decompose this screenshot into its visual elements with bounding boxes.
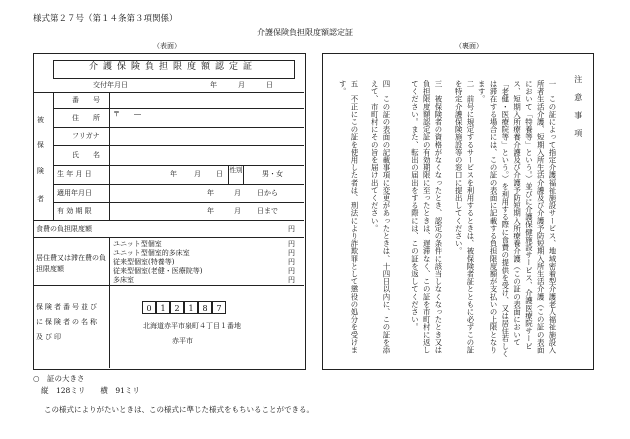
insurer-number-boxes xyxy=(142,301,226,314)
size-value: 縦 128ミリ 横 91ミリ xyxy=(41,386,140,395)
sex-label: 性別 xyxy=(229,166,243,174)
insurer-digit: 1 xyxy=(156,301,170,314)
insured-label-4: 者 xyxy=(37,195,44,203)
insurer-label: 保険者番号並びに保険者の名称及び印 xyxy=(36,303,99,341)
back-label: （裏面） xyxy=(455,42,483,50)
insured-label-3: 険 xyxy=(37,167,44,175)
food-limit-label: 食費の負担限度額 xyxy=(36,225,92,233)
room-yen-3: 円 xyxy=(288,258,295,266)
expiry-until-label: 日まで xyxy=(257,207,278,215)
expiry-year-label: 年 xyxy=(207,207,214,215)
sex-value: 男・女 xyxy=(262,170,283,178)
birth-date-label: 生 年 月 日 xyxy=(57,170,92,178)
address-value: 〒 ― xyxy=(113,110,141,118)
residence-limit-label: 居住費又は滞在費の負担限度額 xyxy=(36,254,106,273)
line xyxy=(109,92,110,220)
line xyxy=(53,145,304,146)
insured-label-1: 被 xyxy=(37,116,44,124)
start-date-label: 適用年月日 xyxy=(57,189,92,197)
line xyxy=(33,92,304,93)
insurer-digit: 0 xyxy=(142,301,156,314)
size-note: ○ 証の大きさ xyxy=(33,374,85,383)
room-type-1: ユニット型個室 xyxy=(113,240,162,248)
insurer-name: 赤平市 xyxy=(172,337,193,345)
document-title: 介護保険負担限度額認定証 xyxy=(257,28,353,37)
back-note-4: 四 この証の表面の記載事項に変更があったときは、十四日以内に、この証を添えて、市町村にその旨を届け出てください。 xyxy=(370,80,391,354)
birth-day-label: 日 xyxy=(216,170,223,178)
insurer-digit: 1 xyxy=(184,301,198,314)
birth-month-label: 月 xyxy=(194,170,201,178)
insurer-digit: 7 xyxy=(212,301,226,314)
front-label: （表面） xyxy=(153,42,181,50)
name-label: 氏 名 xyxy=(72,151,100,159)
start-year-label: 年 xyxy=(207,189,214,197)
line xyxy=(33,220,304,221)
room-type-2: ユニット型個室的多床室 xyxy=(113,249,190,257)
insurer-digit: 2 xyxy=(170,301,184,314)
address-label: 住 所 xyxy=(72,114,100,122)
line xyxy=(33,285,304,286)
line xyxy=(53,108,304,109)
room-yen-2: 円 xyxy=(288,249,295,257)
insurer-address: 北海道赤平市泉町４丁目１番地 xyxy=(143,322,241,330)
insured-label-2: 保 xyxy=(37,141,44,149)
expiry-label: 有 効 期 限 xyxy=(57,207,92,215)
line xyxy=(53,202,304,203)
room-yen-4: 円 xyxy=(288,267,295,275)
start-month-label: 月 xyxy=(234,189,241,197)
number-label: 番 号 xyxy=(72,96,100,104)
back-title: 注 意 事 項 xyxy=(573,75,583,138)
start-from-label: 日から xyxy=(257,189,278,197)
line xyxy=(109,237,110,368)
furigana-label: フリガナ xyxy=(72,132,100,140)
issue-day-label: 日 xyxy=(266,81,273,89)
back-note-3: 三 被保険者の資格がなくなったとき、認定の条件に該当しなくなったとき又は負担限度額認定証の有効期限に至ったときは、遅滞なく、この証を市町村に返してください。また、転出の届出をする際には、この証を返してください。 xyxy=(410,80,443,354)
line xyxy=(53,92,54,220)
birth-year-label: 年 xyxy=(170,170,177,178)
certificate-title: 介護保険負担限度額認定証 xyxy=(88,62,257,72)
footer-note: この様式によりがたいときは、この様式に準じた様式をもちいることができる。 xyxy=(44,405,314,414)
insurer-digit: 8 xyxy=(198,301,212,314)
expiry-month-label: 月 xyxy=(234,207,241,215)
back-note-5: 五 不正にこの証を使用した者は、刑法により詐欺罪として懲役の処分を受けます。 xyxy=(338,80,359,354)
back-note-1: 一 この証によって指定介護福祉施設サービス、地域密着型介護老人福祉施設入所者生活介護、短期入所生活介護及び介護予防短期入所生活介護（この証の表面において「特養等」という。）並びに介護保健施設サービス、介護医療院サービス、短期入所療養介護及び介護予防短期入所療養介護（この証の表面において「老健・医療院等」という。）を利用する際に食費の提供を受け、又は居住若しくは滞在する場合には、この証の表面に記載する負担限度額が支払いの上限となります。 xyxy=(477,80,557,358)
room-yen-1: 円 xyxy=(288,240,295,248)
issue-month-label: 月 xyxy=(238,81,245,89)
form-number: 様式第２７号（第１４条第３項関係） xyxy=(33,14,178,24)
line xyxy=(53,165,304,166)
line xyxy=(53,184,304,185)
room-type-3: 従来型個室(特養等) xyxy=(113,258,175,266)
food-yen-label: 円 xyxy=(288,225,295,233)
room-type-5: 多床室 xyxy=(113,276,134,284)
line xyxy=(33,237,304,238)
line xyxy=(53,127,304,128)
room-type-4: 従来型個室(老健・医療院等) xyxy=(113,267,203,275)
back-note-2: 二 前号に規定するサービスを利用するときは、被保険者証とともに必ずこの証を特定介護保険施設等の窓口に提出してください。 xyxy=(454,80,475,354)
issue-date-label: 交付年月日 xyxy=(93,81,128,89)
room-yen-5: 円 xyxy=(288,276,295,284)
line xyxy=(243,165,244,184)
issue-year-label: 年 xyxy=(210,81,217,89)
